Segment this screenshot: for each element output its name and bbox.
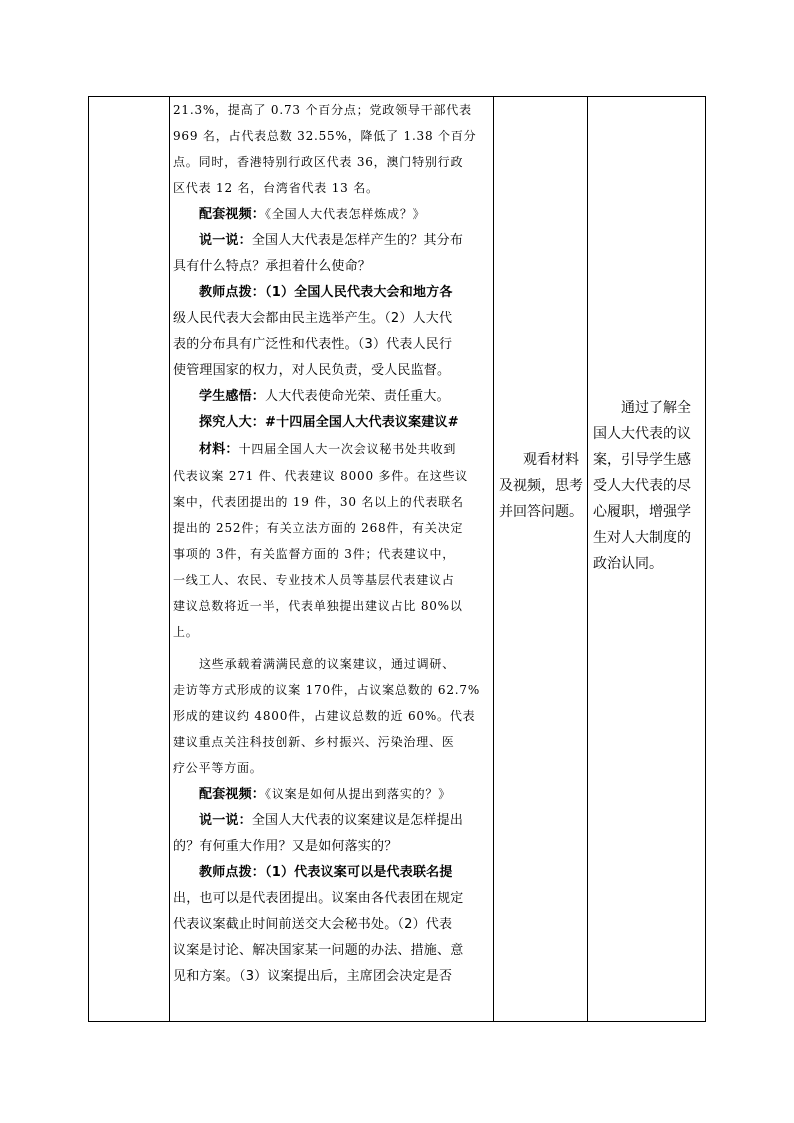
text-line: 出，也可以是代表团提出。议案由各代表团在规定 <box>173 891 464 906</box>
text-line: 969 名，占代表总数 32.55%，降低了 1.38 个百分 <box>173 129 477 143</box>
activity-line: 并回答问题。 <box>499 504 583 520</box>
say1-label: 说一说： <box>199 233 252 248</box>
explore-topic: #十四届全国人大代表议案建议# <box>265 415 459 430</box>
intent-line: 通过了解全 <box>621 400 691 416</box>
intent-line: 政治认同。 <box>593 556 663 572</box>
text-line: 疗公平等方面。 <box>173 761 263 775</box>
activity-line: 及视频，思考 <box>499 478 583 494</box>
intent-line: 生对人大制度的 <box>593 530 691 546</box>
text-line: 使管理国家的权力，对人民负责，受人民监督。 <box>173 363 451 378</box>
lesson-table <box>88 96 706 1022</box>
text-line: 形成的建议约 4800件，占建议总数的近 60%。代表 <box>173 709 476 723</box>
text-line: 级人民代表大会都由民主选举产生。（2）人大代 <box>173 311 453 326</box>
text-line: 走访等方式形成的议案 170件，占议案总数的 62.7% <box>173 683 481 697</box>
video2-title: 《议案是如何从提出到落实的？》 <box>265 787 452 801</box>
text-line: 案中，代表团提出的 19 件，30 名以上的代表联名 <box>173 495 464 509</box>
say2-text: 全国人大代表的议案建议是怎样提出 <box>251 813 464 828</box>
text-line: 代表议案截止时间前送交大会秘书处。（2）代表 <box>173 917 453 932</box>
material-paragraph <box>173 436 487 463</box>
intent-line: 受人大代表的尽 <box>593 478 691 494</box>
say1-paragraph <box>173 228 487 254</box>
text-line: 建议重点关注科技创新、乡村振兴、污染治理、医 <box>173 735 455 749</box>
text-line: 事项的 3件，有关监督方面的 3件；代表建议中， <box>173 547 456 561</box>
activity-line: 观看材料 <box>523 452 579 468</box>
text-line: 21.3%，提高了 0.73 个百分点；党政领导干部代表 <box>173 103 472 117</box>
text-line: 上。 <box>173 625 199 639</box>
tip1-paragraph <box>173 280 487 306</box>
student-activity-cell <box>493 97 587 525</box>
feel-text: 人大代表使命光荣、责任重大。 <box>265 389 450 404</box>
text-line: 具有什么特点？承担着什么使命？ <box>173 259 372 274</box>
text-line: 见和方案。（3）议案提出后，主席团会决定是否 <box>173 969 453 984</box>
text-line: 的？有何重大作用？又是如何落实的？ <box>173 839 398 854</box>
video2-label: 配套视频： <box>199 787 266 802</box>
material-label: 材料： <box>199 442 239 457</box>
say1-text: 全国人大代表是怎样产生的？其分布 <box>251 233 464 248</box>
text-line: 议案是讨论、解决国家某一问题的办法、措施、意 <box>173 943 464 958</box>
text-line: 表的分布具有广泛性和代表性。（3）代表人民行 <box>173 337 453 352</box>
say2-label: 说一说： <box>199 813 252 828</box>
video1-title: 《全国人大代表怎样炼成？》 <box>265 207 426 221</box>
tip2-text: （1）代表议案可以是代表联名提 <box>265 865 453 880</box>
material-text: 十四届全国人大一次会议秘书处共收到 <box>238 442 457 456</box>
design-intent-cell <box>587 97 707 577</box>
text-line: 建议总数将近一半，代表单独提出建议占比 80%以 <box>173 599 463 613</box>
intent-line: 国人大代表的议 <box>593 426 691 442</box>
video2-paragraph <box>173 781 487 808</box>
text-line: 点。同时，香港特别行政区代表 36，澳门特别行政 <box>173 155 464 169</box>
teaching-process-cell <box>169 97 493 990</box>
feel-paragraph <box>173 384 487 410</box>
feel-label: 学生感悟： <box>199 389 266 404</box>
text-line: 这些承载着满满民意的议案建议，通过调研、 <box>199 657 456 671</box>
intent-line: 案，引导学生感 <box>593 452 691 468</box>
video1-paragraph <box>173 201 487 228</box>
tip1-text: （1）全国人民代表大会和地方各 <box>265 285 453 300</box>
text-line: 代表议案 271 件、代表建议 8000 多件。在这些议 <box>173 469 469 483</box>
explore-paragraph <box>173 410 487 436</box>
tip2-paragraph <box>173 860 487 886</box>
text-line: 提出的 252件；有关立法方面的 268件，有关决定 <box>173 521 464 535</box>
tip2-label: 教师点拨： <box>199 865 266 880</box>
text-line: 一线工人、农民、专业技术人员等基层代表建议占 <box>173 573 455 587</box>
tip1-label: 教师点拨： <box>199 285 266 300</box>
text-line: 区代表 12 名，台湾省代表 13 名。 <box>173 181 379 195</box>
video1-label: 配套视频： <box>199 207 266 222</box>
intent-line: 心履职，增强学 <box>593 504 691 520</box>
explore-label: 探究人大： <box>199 415 266 430</box>
say2-paragraph <box>173 808 487 834</box>
